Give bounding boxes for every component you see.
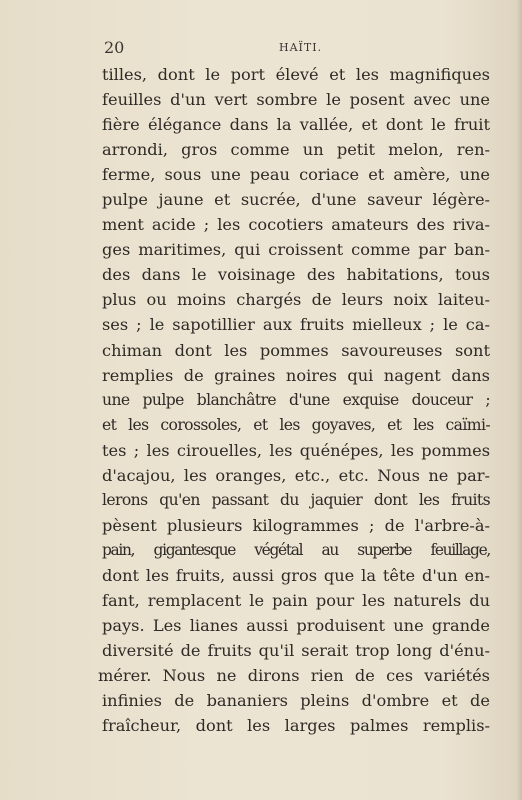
text-line: pulpe jaune et sucrée, d'une saveur légère- — [102, 190, 490, 210]
text-line: feuilles d'un vert sombre le posent avec une — [102, 90, 490, 110]
text-line: une pulpe blanchâtre d'une exquise douceur ; — [102, 390, 490, 409]
text-line: pèsent plusieurs kilogrammes ; de l'arbre-à- — [102, 515, 490, 535]
text-line: tes ; les cirouelles, les quénépes, les pommes — [102, 440, 490, 460]
running-head — [104, 38, 490, 60]
text-line: des dans le voisinage des habitations, tous — [102, 265, 490, 285]
text-line: chiman dont les pommes savoureuses sont — [102, 340, 490, 360]
text-line: arrondi, gros comme un petit melon, ren- — [102, 140, 490, 160]
text-line: pays. Les lianes aussi produisent une grande — [102, 616, 490, 636]
page-edge-shadow — [516, 0, 522, 800]
text-line: dont les fruits, aussi gros que la tête d'un en- — [102, 565, 490, 585]
body-text — [98, 62, 490, 738]
text-line: pain, gigantesque végétal au superbe feuillage, — [102, 540, 490, 559]
text-line: d'acajou, les oranges, etc., etc. Nous ne par- — [102, 465, 490, 485]
text-line: mérer. Nous ne dirons rien de ces variétés — [98, 666, 490, 686]
text-line: ment acide ; les cocotiers amateurs des riva- — [102, 215, 490, 235]
text-line: ses ; le sapotillier aux fruits mielleux ; le ca- — [102, 315, 490, 335]
text-line: fraîcheur, dont les larges palmes remplis- — [102, 716, 490, 736]
text-line: infinies de bananiers pleins d'ombre et de — [102, 691, 490, 711]
text-line: lerons qu'en passant du jaquier dont les fruits — [102, 490, 490, 509]
text-line: plus ou moins chargés de leurs noix laiteu- — [102, 290, 490, 310]
text-line: ferme, sous une peau coriace et amère, une — [102, 165, 490, 185]
text-line: fant, remplacent le pain pour les naturels du — [102, 590, 490, 610]
text-line: et les corossoles, et les goyaves, et les caïmi- — [102, 415, 490, 434]
text-line: tilles, dont le port élevé et les magnifiques — [102, 65, 490, 84]
text-line: ges maritimes, qui croissent comme par ban- — [102, 240, 490, 260]
text-line: diversité de fruits qu'il serait trop long d'énu- — [102, 641, 490, 661]
running-title: HAÏTI. — [279, 41, 323, 54]
page-number: 20 — [104, 38, 125, 57]
text-line: remplies de graines noires qui nagent dans — [102, 365, 490, 385]
text-line: fière élégance dans la vallée, et dont le fruit — [102, 115, 490, 135]
